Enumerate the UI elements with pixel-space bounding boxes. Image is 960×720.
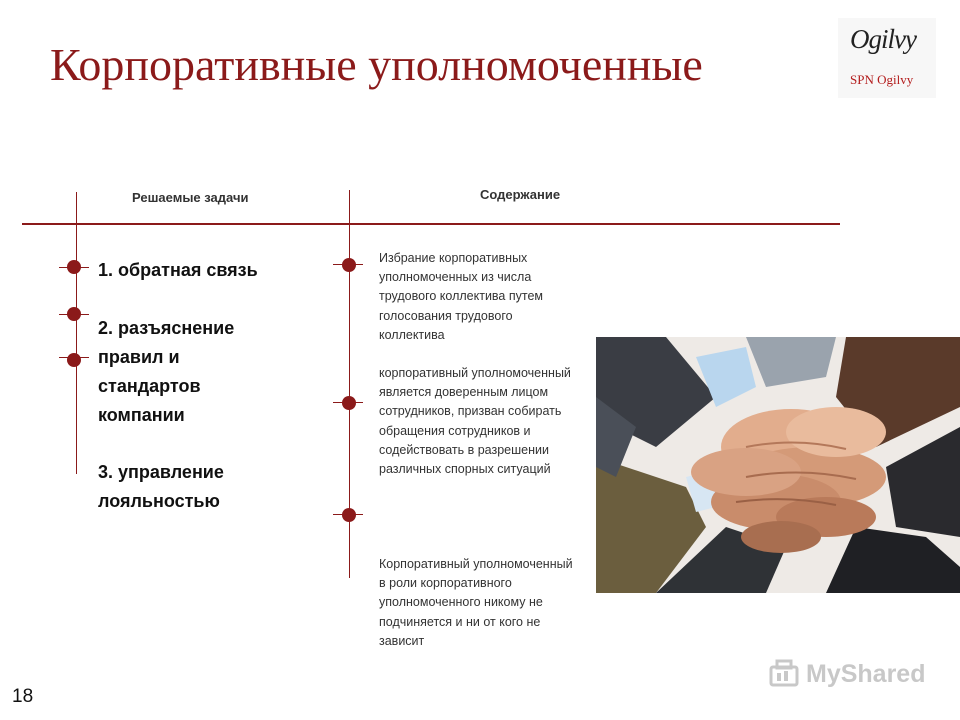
timeline-bullet (67, 353, 81, 367)
content-column-header: Содержание (480, 187, 561, 202)
team-hands-photo (596, 337, 960, 593)
slide-title: Корпоративные уполномоченные (50, 39, 703, 90)
content-item-3: Корпоративный уполномоченный в роли корпоративного уполномоченного никому не подчиняется и ни от кого не зависит (379, 557, 573, 648)
task-item-3: 3. управление лояльностью (98, 462, 224, 511)
watermark-text: MyShared (806, 660, 926, 688)
task-item-2: 2. разъяснение правил и стандартов компании (98, 318, 235, 425)
ogilvy-logo (838, 18, 936, 98)
timeline-bullet (67, 260, 81, 274)
task-item-1: 1. обратная связь (98, 260, 258, 280)
timeline-bullet (342, 396, 356, 410)
timeline-bullet (342, 508, 356, 522)
timeline-bullet (342, 258, 356, 272)
myshared-logo-icon (768, 659, 802, 691)
timeline-bullet (67, 307, 81, 321)
tasks-column-header: Решаемые задачи (132, 190, 249, 205)
tasks-timeline-line (76, 192, 77, 474)
page-number: 18 (12, 686, 34, 707)
header-divider-line (22, 223, 840, 225)
logo-script-text: Ogilvy (850, 24, 916, 54)
logo-company-name: SPN Ogilvy (850, 72, 914, 87)
content-item-1: Избрание корпоративных уполномоченных из числа трудового коллектива путем голосования трудового коллектива (379, 251, 543, 342)
myshared-watermark (768, 658, 928, 692)
content-item-2: корпоративный уполномоченный является доверенным лицом сотрудников, призван собирать обращения сотрудников и содействовать в разрешении различных спорных ситуаций (379, 366, 571, 477)
